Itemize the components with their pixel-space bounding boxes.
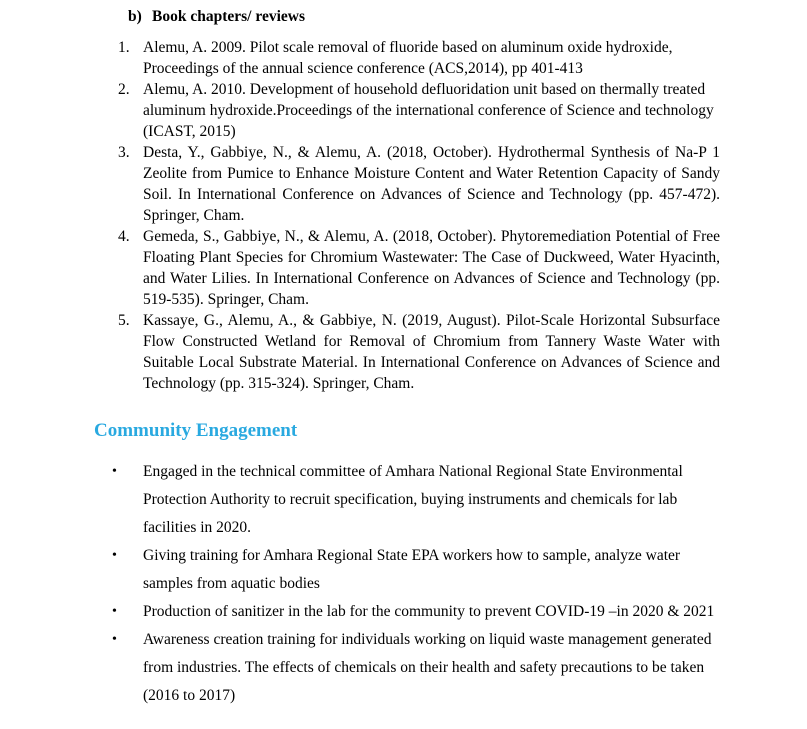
list-item	[118, 226, 720, 310]
item-number: 1.	[118, 39, 130, 56]
list-item	[118, 142, 720, 226]
bullet-text: Awareness creation training for individuals working on liquid waste management generated from industries. The effects of chemicals on their health and safety precautions to be taken (2016 to 2017)	[143, 631, 712, 704]
list-item	[118, 310, 720, 394]
bullet-text: Giving training for Amhara Regional State EPA workers how to sample, analyze water samples from aquatic bodies	[143, 547, 681, 592]
book-chapters-list	[118, 37, 720, 394]
heading-prefix: b)	[128, 8, 142, 25]
bullet-icon: •	[112, 604, 117, 619]
community-engagement-list	[112, 458, 720, 710]
bullet-text: Production of sanitizer in the lab for the community to prevent COVID-19 –in 2020 & 2021	[143, 603, 715, 620]
list-item	[118, 37, 720, 79]
bullet-icon: •	[112, 548, 117, 563]
book-chapters-heading	[128, 6, 807, 27]
bullet-text: Engaged in the technical committee of Amhara National Regional State Environmental Protection Authority to recruit specification, buying instruments and chemicals for lab facilities in 2020.	[143, 463, 683, 536]
list-item	[112, 458, 720, 542]
list-item	[118, 79, 720, 142]
item-text: Alemu, A. 2009. Pilot scale removal of fluoride based on aluminum oxide hydroxide, Proceedings of the annual science conference (ACS,2014), pp 401-413	[143, 39, 673, 77]
item-text: Gemeda, S., Gabbiye, N., & Alemu, A. (2018, October). Phytoremediation Potential of Free Floating Plant Species for Chromium Wastewater: The Case of Duckweed, Water Hyacinth, and Water Lilies. In International Conference on Advances of Science and Technology (pp. 519-535). Springer, Cham.	[143, 228, 720, 308]
list-item	[112, 542, 720, 598]
item-number: 5.	[118, 312, 130, 329]
item-number: 3.	[118, 144, 130, 161]
bullet-icon: •	[112, 632, 117, 647]
item-number: 4.	[118, 228, 130, 245]
bullet-icon: •	[112, 464, 117, 479]
list-item	[112, 598, 720, 626]
item-number: 2.	[118, 81, 130, 98]
item-text: Desta, Y., Gabbiye, N., & Alemu, A. (2018, October). Hydrothermal Synthesis of Na-P 1 Zeolite from Pumice to Enhance Moisture Content and Water Retention Capacity of Sandy Soil. In International Conference on Advances of Science and Technology (pp. 457-472). Springer, Cham.	[143, 144, 720, 224]
item-text: Kassaye, G., Alemu, A., & Gabbiye, N. (2019, August). Pilot-Scale Horizontal Subsurface Flow Constructed Wetland for Removal of Chromium from Tannery Waste Water with Suitable Local Substrate Material. In International Conference on Advances of Science and Technology (pp. 315-324). Springer, Cham.	[143, 312, 720, 392]
heading-text: Book chapters/ reviews	[152, 8, 305, 25]
list-item	[112, 626, 720, 710]
item-text: Alemu, A. 2010. Development of household defluoridation unit based on thermally treated aluminum hydroxide.Proceedings of the international conference of Science and technology (ICAST, 2015)	[143, 81, 714, 140]
community-engagement-heading: Community Engagement	[94, 420, 298, 441]
